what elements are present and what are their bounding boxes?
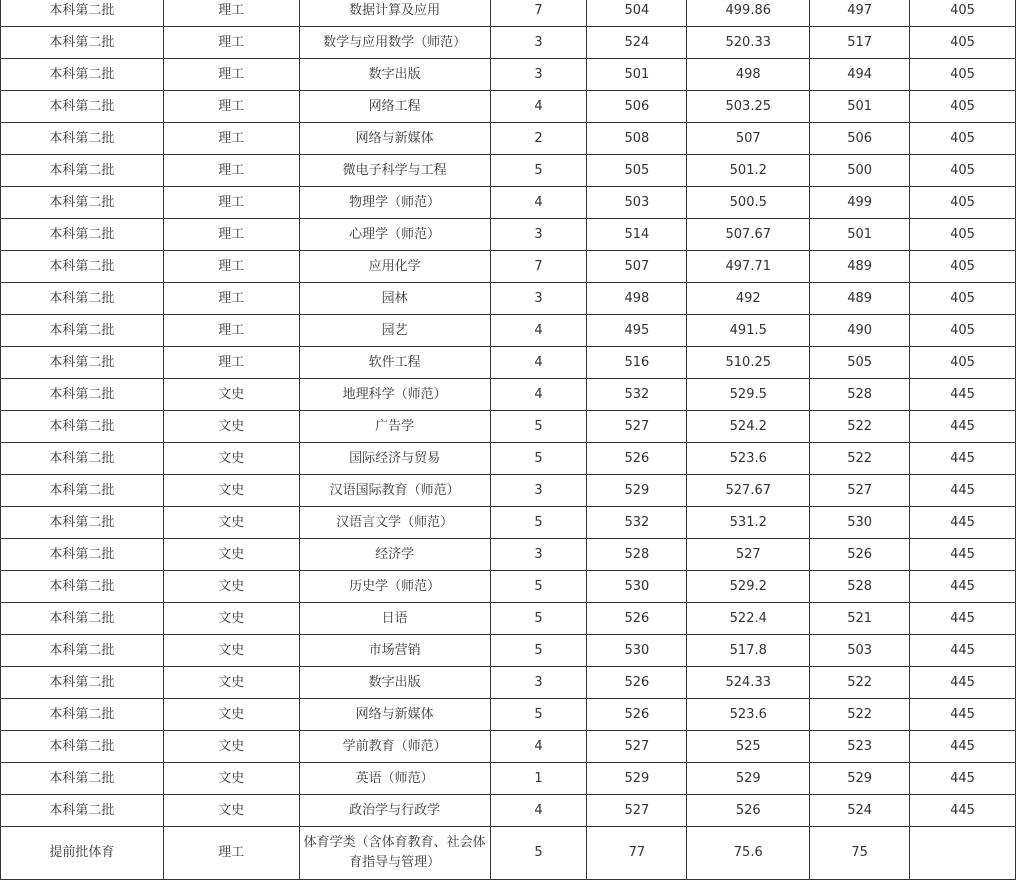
major-cell: 国际经济与贸易 — [299, 443, 490, 475]
min-score-cell: 527 — [810, 475, 910, 507]
control-line-cell: 405 — [910, 315, 1016, 347]
batch-cell: 本科第二批 — [1, 91, 164, 123]
table-row — [1, 667, 1016, 699]
max-score-cell: 526 — [587, 667, 687, 699]
max-score-cell: 532 — [587, 379, 687, 411]
batch-cell: 本科第二批 — [1, 123, 164, 155]
major-cell: 园林 — [299, 283, 490, 315]
min-score-cell: 523 — [810, 731, 910, 763]
category-cell: 文史 — [163, 571, 299, 603]
table-row — [1, 763, 1016, 795]
avg-score-cell: 529 — [687, 763, 810, 795]
major-cell: 英语（师范） — [299, 763, 490, 795]
table-row — [1, 731, 1016, 763]
major-cell: 软件工程 — [299, 347, 490, 379]
max-score-cell: 501 — [587, 59, 687, 91]
control-line-cell: 405 — [910, 0, 1016, 27]
min-score-cell: 501 — [810, 91, 910, 123]
major-cell: 数据计算及应用 — [299, 0, 490, 27]
control-line-cell: 405 — [910, 27, 1016, 59]
min-score-cell: 499 — [810, 187, 910, 219]
table-row — [1, 635, 1016, 667]
table-row — [1, 603, 1016, 635]
major-cell: 日语 — [299, 603, 490, 635]
batch-cell: 本科第二批 — [1, 731, 164, 763]
batch-cell: 本科第二批 — [1, 379, 164, 411]
table-row — [1, 251, 1016, 283]
table-row — [1, 123, 1016, 155]
batch-cell: 本科第二批 — [1, 347, 164, 379]
table-row — [1, 219, 1016, 251]
major-cell: 历史学（师范） — [299, 571, 490, 603]
control-line-cell: 405 — [910, 155, 1016, 187]
max-score-cell: 532 — [587, 507, 687, 539]
min-score-cell: 526 — [810, 539, 910, 571]
batch-cell: 本科第二批 — [1, 475, 164, 507]
min-score-cell: 494 — [810, 59, 910, 91]
max-score-cell: 516 — [587, 347, 687, 379]
category-cell: 理工 — [163, 123, 299, 155]
min-score-cell: 529 — [810, 763, 910, 795]
count-cell: 5 — [490, 827, 587, 880]
category-cell: 文史 — [163, 603, 299, 635]
count-cell: 4 — [490, 795, 587, 827]
category-cell: 文史 — [163, 507, 299, 539]
min-score-cell: 490 — [810, 315, 910, 347]
batch-cell: 本科第二批 — [1, 411, 164, 443]
count-cell: 4 — [490, 315, 587, 347]
control-line-cell: 405 — [910, 251, 1016, 283]
avg-score-cell: 75.6 — [687, 827, 810, 880]
count-cell: 7 — [490, 0, 587, 27]
category-cell: 文史 — [163, 795, 299, 827]
control-line-cell: 405 — [910, 219, 1016, 251]
max-score-cell: 530 — [587, 571, 687, 603]
category-cell: 理工 — [163, 347, 299, 379]
count-cell: 5 — [490, 443, 587, 475]
max-score-cell: 527 — [587, 411, 687, 443]
table-row — [1, 59, 1016, 91]
avg-score-cell: 523.6 — [687, 699, 810, 731]
control-line-cell: 445 — [910, 443, 1016, 475]
control-line-cell: 405 — [910, 59, 1016, 91]
control-line-cell: 445 — [910, 539, 1016, 571]
control-line-cell: 405 — [910, 187, 1016, 219]
table-row — [1, 0, 1016, 27]
batch-cell: 本科第二批 — [1, 27, 164, 59]
avg-score-cell: 491.5 — [687, 315, 810, 347]
avg-score-cell: 497.71 — [687, 251, 810, 283]
control-line-cell: 445 — [910, 475, 1016, 507]
max-score-cell: 508 — [587, 123, 687, 155]
major-cell: 市场营销 — [299, 635, 490, 667]
table-row — [1, 571, 1016, 603]
avg-score-cell: 520.33 — [687, 27, 810, 59]
control-line-cell: 445 — [910, 635, 1016, 667]
major-cell: 数字出版 — [299, 59, 490, 91]
table-row — [1, 347, 1016, 379]
avg-score-cell: 522.4 — [687, 603, 810, 635]
major-cell: 汉语国际教育（师范） — [299, 475, 490, 507]
batch-cell: 本科第二批 — [1, 539, 164, 571]
control-line-cell: 405 — [910, 91, 1016, 123]
major-cell: 园艺 — [299, 315, 490, 347]
avg-score-cell: 527 — [687, 539, 810, 571]
table-row — [1, 539, 1016, 571]
max-score-cell: 77 — [587, 827, 687, 880]
min-score-cell: 506 — [810, 123, 910, 155]
category-cell: 文史 — [163, 667, 299, 699]
max-score-cell: 528 — [587, 539, 687, 571]
count-cell: 5 — [490, 635, 587, 667]
batch-cell: 本科第二批 — [1, 443, 164, 475]
control-line-cell: 445 — [910, 379, 1016, 411]
major-cell: 应用化学 — [299, 251, 490, 283]
min-score-cell: 505 — [810, 347, 910, 379]
table-row — [1, 315, 1016, 347]
batch-cell: 本科第二批 — [1, 571, 164, 603]
category-cell: 理工 — [163, 91, 299, 123]
category-cell: 理工 — [163, 315, 299, 347]
major-cell: 微电子科学与工程 — [299, 155, 490, 187]
min-score-cell: 522 — [810, 667, 910, 699]
batch-cell: 本科第二批 — [1, 795, 164, 827]
max-score-cell: 514 — [587, 219, 687, 251]
count-cell: 5 — [490, 155, 587, 187]
category-cell: 理工 — [163, 155, 299, 187]
avg-score-cell: 507 — [687, 123, 810, 155]
avg-score-cell: 492 — [687, 283, 810, 315]
table-row — [1, 443, 1016, 475]
major-cell: 学前教育（师范） — [299, 731, 490, 763]
min-score-cell: 500 — [810, 155, 910, 187]
control-line-cell: 445 — [910, 603, 1016, 635]
count-cell: 5 — [490, 699, 587, 731]
max-score-cell: 527 — [587, 731, 687, 763]
avg-score-cell: 529.5 — [687, 379, 810, 411]
control-line-cell: 445 — [910, 411, 1016, 443]
count-cell: 5 — [490, 411, 587, 443]
major-cell: 汉语言文学（师范） — [299, 507, 490, 539]
max-score-cell: 526 — [587, 443, 687, 475]
min-score-cell: 489 — [810, 251, 910, 283]
count-cell: 5 — [490, 507, 587, 539]
min-score-cell: 524 — [810, 795, 910, 827]
control-line-cell — [910, 827, 1016, 880]
category-cell: 文史 — [163, 635, 299, 667]
batch-cell: 本科第二批 — [1, 187, 164, 219]
avg-score-cell: 524.33 — [687, 667, 810, 699]
batch-cell: 提前批体育 — [1, 827, 164, 880]
avg-score-cell: 531.2 — [687, 507, 810, 539]
avg-score-cell: 529.2 — [687, 571, 810, 603]
avg-score-cell: 500.5 — [687, 187, 810, 219]
category-cell: 文史 — [163, 379, 299, 411]
table-row — [1, 795, 1016, 827]
max-score-cell: 503 — [587, 187, 687, 219]
batch-cell: 本科第二批 — [1, 667, 164, 699]
count-cell: 4 — [490, 187, 587, 219]
major-cell: 政治学与行政学 — [299, 795, 490, 827]
avg-score-cell: 517.8 — [687, 635, 810, 667]
max-score-cell: 504 — [587, 0, 687, 27]
count-cell: 3 — [490, 219, 587, 251]
major-cell: 物理学（师范） — [299, 187, 490, 219]
category-cell: 理工 — [163, 827, 299, 880]
count-cell: 4 — [490, 91, 587, 123]
min-score-cell: 75 — [810, 827, 910, 880]
count-cell: 4 — [490, 347, 587, 379]
avg-score-cell: 499.86 — [687, 0, 810, 27]
min-score-cell: 489 — [810, 283, 910, 315]
table-body — [1, 0, 1016, 880]
category-cell: 理工 — [163, 251, 299, 283]
count-cell: 4 — [490, 731, 587, 763]
count-cell: 3 — [490, 59, 587, 91]
avg-score-cell: 507.67 — [687, 219, 810, 251]
min-score-cell: 522 — [810, 411, 910, 443]
category-cell: 文史 — [163, 731, 299, 763]
category-cell: 文史 — [163, 539, 299, 571]
avg-score-cell: 526 — [687, 795, 810, 827]
batch-cell: 本科第二批 — [1, 0, 164, 27]
min-score-cell: 497 — [810, 0, 910, 27]
category-cell: 理工 — [163, 27, 299, 59]
control-line-cell: 445 — [910, 731, 1016, 763]
batch-cell: 本科第二批 — [1, 635, 164, 667]
max-score-cell: 529 — [587, 763, 687, 795]
batch-cell: 本科第二批 — [1, 315, 164, 347]
batch-cell: 本科第二批 — [1, 59, 164, 91]
category-cell: 文史 — [163, 443, 299, 475]
avg-score-cell: 501.2 — [687, 155, 810, 187]
avg-score-cell: 525 — [687, 731, 810, 763]
category-cell: 理工 — [163, 59, 299, 91]
major-cell: 心理学（师范） — [299, 219, 490, 251]
avg-score-cell: 498 — [687, 59, 810, 91]
table-row — [1, 827, 1016, 880]
major-cell: 网络工程 — [299, 91, 490, 123]
batch-cell: 本科第二批 — [1, 699, 164, 731]
table-row — [1, 507, 1016, 539]
category-cell: 理工 — [163, 219, 299, 251]
control-line-cell: 445 — [910, 507, 1016, 539]
max-score-cell: 526 — [587, 699, 687, 731]
min-score-cell: 521 — [810, 603, 910, 635]
avg-score-cell: 510.25 — [687, 347, 810, 379]
max-score-cell: 505 — [587, 155, 687, 187]
max-score-cell: 495 — [587, 315, 687, 347]
major-cell: 网络与新媒体 — [299, 699, 490, 731]
control-line-cell: 445 — [910, 667, 1016, 699]
control-line-cell: 445 — [910, 571, 1016, 603]
table-row — [1, 379, 1016, 411]
min-score-cell: 501 — [810, 219, 910, 251]
table-row — [1, 475, 1016, 507]
max-score-cell: 498 — [587, 283, 687, 315]
control-line-cell: 445 — [910, 795, 1016, 827]
max-score-cell: 529 — [587, 475, 687, 507]
category-cell: 文史 — [163, 699, 299, 731]
category-cell: 文史 — [163, 411, 299, 443]
count-cell: 3 — [490, 283, 587, 315]
control-line-cell: 405 — [910, 347, 1016, 379]
count-cell: 4 — [490, 379, 587, 411]
max-score-cell: 507 — [587, 251, 687, 283]
major-cell: 经济学 — [299, 539, 490, 571]
category-cell: 理工 — [163, 0, 299, 27]
max-score-cell: 524 — [587, 27, 687, 59]
batch-cell: 本科第二批 — [1, 507, 164, 539]
count-cell: 3 — [490, 667, 587, 699]
major-cell: 体育学类（含体育教育、社会体育指导与管理） — [299, 827, 490, 880]
major-cell: 网络与新媒体 — [299, 123, 490, 155]
count-cell: 3 — [490, 475, 587, 507]
min-score-cell: 530 — [810, 507, 910, 539]
batch-cell: 本科第二批 — [1, 763, 164, 795]
count-cell: 5 — [490, 571, 587, 603]
count-cell: 1 — [490, 763, 587, 795]
table-row — [1, 699, 1016, 731]
avg-score-cell: 527.67 — [687, 475, 810, 507]
max-score-cell: 526 — [587, 603, 687, 635]
major-cell: 广告学 — [299, 411, 490, 443]
table-row — [1, 411, 1016, 443]
min-score-cell: 522 — [810, 443, 910, 475]
min-score-cell: 528 — [810, 379, 910, 411]
control-line-cell: 405 — [910, 283, 1016, 315]
major-cell: 数字出版 — [299, 667, 490, 699]
category-cell: 文史 — [163, 475, 299, 507]
major-cell: 地理科学（师范） — [299, 379, 490, 411]
category-cell: 文史 — [163, 763, 299, 795]
min-score-cell: 503 — [810, 635, 910, 667]
category-cell: 理工 — [163, 187, 299, 219]
count-cell: 2 — [490, 123, 587, 155]
avg-score-cell: 523.6 — [687, 443, 810, 475]
max-score-cell: 527 — [587, 795, 687, 827]
category-cell: 理工 — [163, 283, 299, 315]
min-score-cell: 517 — [810, 27, 910, 59]
control-line-cell: 405 — [910, 123, 1016, 155]
avg-score-cell: 503.25 — [687, 91, 810, 123]
table-row — [1, 27, 1016, 59]
batch-cell: 本科第二批 — [1, 155, 164, 187]
batch-cell: 本科第二批 — [1, 251, 164, 283]
count-cell: 7 — [490, 251, 587, 283]
control-line-cell: 445 — [910, 699, 1016, 731]
count-cell: 3 — [490, 539, 587, 571]
avg-score-cell: 524.2 — [687, 411, 810, 443]
table-row — [1, 91, 1016, 123]
table-row — [1, 155, 1016, 187]
max-score-cell: 506 — [587, 91, 687, 123]
min-score-cell: 522 — [810, 699, 910, 731]
batch-cell: 本科第二批 — [1, 219, 164, 251]
batch-cell: 本科第二批 — [1, 283, 164, 315]
count-cell: 5 — [490, 603, 587, 635]
min-score-cell: 528 — [810, 571, 910, 603]
major-cell: 数学与应用数学（师范） — [299, 27, 490, 59]
control-line-cell: 445 — [910, 763, 1016, 795]
max-score-cell: 530 — [587, 635, 687, 667]
count-cell: 3 — [490, 27, 587, 59]
table-row — [1, 187, 1016, 219]
batch-cell: 本科第二批 — [1, 603, 164, 635]
table-row — [1, 283, 1016, 315]
